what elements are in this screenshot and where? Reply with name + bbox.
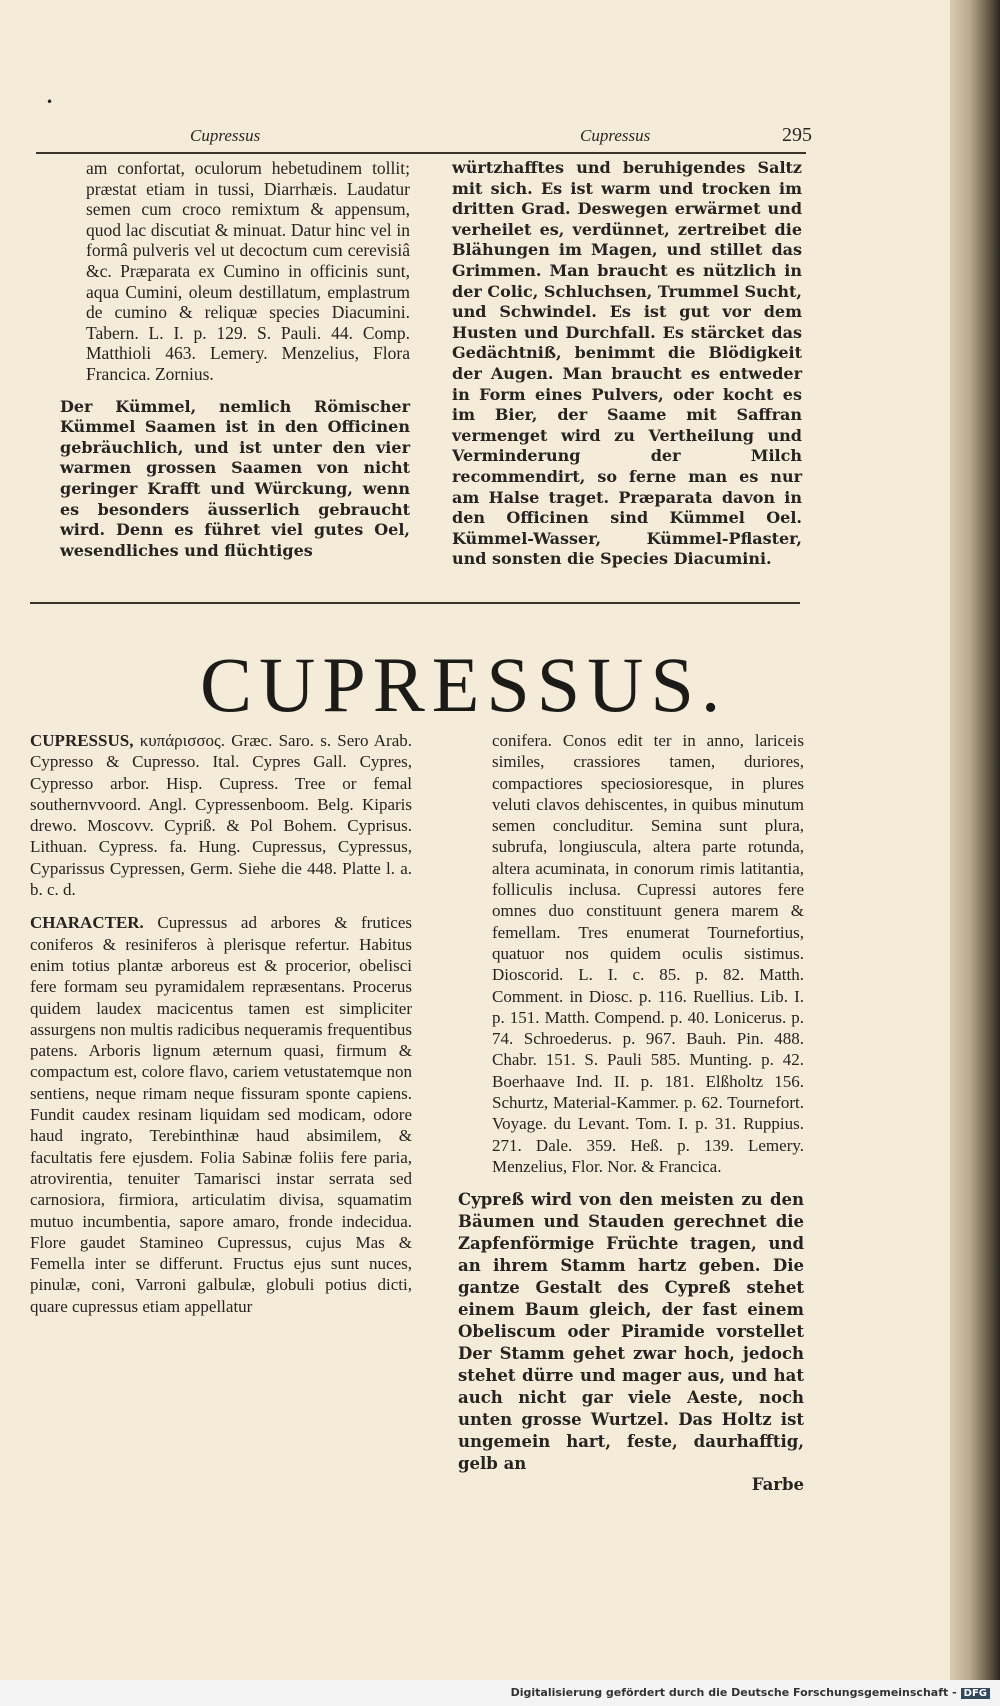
digitization-footer (0, 1680, 1000, 1706)
german-description: Cypreß wird von den meisten zu den Bäumen und Stauden gerechnet die Zapfenförmige Früchte tragen, und an ihrem Stamm hartz geben. Die gantze Gestalt des Cypreß stehet einem Baum gleich, der fast einem Obeliscum oder Piramide vorstellet Der Stamm gehet zwar hoch, jedoch stehet dürre und mager aus, und hat auch nicht gar viele Aeste, noch unten grosse Wurtzel. Das Holtz ist ungemein hart, feste, daurhafftig, gelb an (458, 1190, 804, 1474)
german-paragraph: Der Kümmel, nemlich Römischer Kümmel Saamen ist in den Officinen gebräuchlich, und ist unter den vier warmen grossen Saamen von nicht geringer Krafft und Würckung, wenn es besonders äusserlich gebraucht wird. Denn es führet viel gutes Oel, wesendliches und flüchtiges (60, 396, 410, 560)
synonyms-text: κυπάρισσος. Græc. Saro. s. Sero Arab. Cypresso & Cupresso. Ital. Cypres Gall. Cypres, Cypresso arbor. Hisp. Cupress. Tree or femal southernvvoord. Angl. Cypressenboom. Belg. Kiparis drewo. Moscovv. Cypriß. & Pol Bohem. Cyprisus. Lithuan. Cypress. fa. Hung. Cupressus, Cypressus, Cyparissus Cypressen, Germ. Siehe die 448. Platte l. a. b. c. d. (30, 731, 412, 900)
header-rule (36, 152, 806, 154)
right-column-top: würtzhafftes und beruhigendes Saltz mit sich. Es ist warm und trocken im dritten Grad. Deswegen erwärmet und verheilet es, verdünnet, zertreibet die Blähungen im Magen, und stillet das Grimmen. Man braucht es nützlich in der Colic, Schluchsen, Trummel Sucht, und Schwindel. Es ist gut vor dem Husten und Durchfall. Es stärcket das Gedächtniß, benimmt die Blödigkeit der Augen. Man braucht es entweder in Form eines Pulvers, oder kocht es im Bier, der Saame mit Saffran vermenget wird zu Vertheilung und Verminderung der Milch recommendirt, so ferne man es nur am Halse traget. Præparata davon in den Officinen sind Kümmel Oel. Kümmel-Wasser, Kümmel-Pflaster, und sonsten die Species Diacumini. (452, 158, 802, 569)
footer-text: Digitalisierung gefördert durch die Deutsche Forschungsgemeinschaft - (510, 1686, 957, 1699)
right-column-main (458, 730, 804, 1496)
page-number: 295 (782, 124, 812, 146)
left-column-main (30, 730, 412, 1317)
page-mark: • (46, 95, 54, 109)
references-paragraph: conifera. Conos edit ter in anno, laricеis similes, crassiores tamen, duriores, compactiores speciosioresque, in plures veluti clavos dehiscentes, in quibus minutum semen concluditur. Semina sunt plura, subrufa, longiuscula, altera parte rotunda, altera acuminata, in conorum rimis latitantia, folliculis inclusa. Cupressi autores fere omnes duo constituunt genera marem & femellam. Tres enumerat Tournefortius, quatuor nos quidem oculis sistimus. Dioscorid. L. I. c. 85. p. 82. Matth. Comment. in Diosc. p. 116. Ruellius. Lib. I. p. 151. Matth. Compend. p. 40. Lonicerus. p. 74. Schroederus. p. 967. Bauh. Pin. 488. Chabr. 151. S. Pauli 585. Munting. p. 42. Boerhaave Ind. II. p. 181. Elßholtz 156. Schurtz, Material-Kammer. p. 62. Tournefort. Voyage. du Levant. Tom. I. p. 31. Ruppius. 271. Dale. 359. Heß. p. 139. Lemery. Menzelius, Flor. Nor. & Francica. (492, 731, 804, 1176)
entry-heading: CUPRESSUS, (30, 731, 134, 750)
running-head-left: Cupressus (190, 126, 261, 145)
main-title: CUPRESSUS. (200, 641, 728, 728)
dfg-logo: DFG (961, 1688, 990, 1699)
section-rule (30, 602, 800, 604)
character-heading: CHARACTER. (30, 913, 144, 933)
character-text: Cupressus ad arbores & frutices coniferos & resiniferos à plerisque refertur. Habitus enim totius plantæ arboreus est & procerior, obelisci fere formam seu pyramidalem repræsentans. Procerus quidem laudex macicentus tamen est simpliciter assurgens non multis radicibus nequeramis frequentibus patens. Arboris lignum æternum quasi, firmum & compactum est, colore flavo, cariem vetustatemque non sentiens, neque rimam neque fissuram sponte capiens. Fundit caudex resinam liquidam sed modicam, odore haud ingrato, Terebinthinæ haud absimilem, & facultatis fere ejusdem. Folia Sabinæ foliis fere paria, atrovirentia, tenuiter Tamarisci instar serrata sed carnosiora, firmiora, articulatim divisa, squamatim mutuo incumbentia, sapore amaro, fronde indecidua. Flore gaudet Stamineo Cupressus, cujus Mas & Femella inter se differunt. Fructus ejus sunt nuces, pinulæ, coni, Varroni galbulæ, globuli potius dicti, quare cupressus etiam appellatur (30, 913, 412, 1316)
left-column-top (60, 158, 410, 561)
catchword: Farbe (751, 1475, 804, 1495)
latin-paragraph: am confortat, oculorum hebetudinem tollit; præstat etiam in tussi, Diarrhæis. Laudatur semen cum croco remixtum & appensum, quod lac discutiat & minuat. Datur hinc vel in formâ pulveris vel ut decoctum cum cerevisiâ &c. Præparata ex Cumino in officinis sunt, aqua Cumini, oleum destillatum, emplastrum de cumino & reliquæ species Diacumini. Tabern. L. I. p. 129. S. Pauli. 44. Comp. Matthioli 463. Lemery. Menzelius, Flora Francica. Zornius. (86, 158, 410, 384)
running-head-center: Cupressus (580, 126, 651, 145)
book-edge (950, 0, 1000, 1680)
footer-credit (511, 1686, 990, 1699)
synonyms-paragraph (30, 730, 412, 900)
character-paragraph (30, 912, 412, 1317)
